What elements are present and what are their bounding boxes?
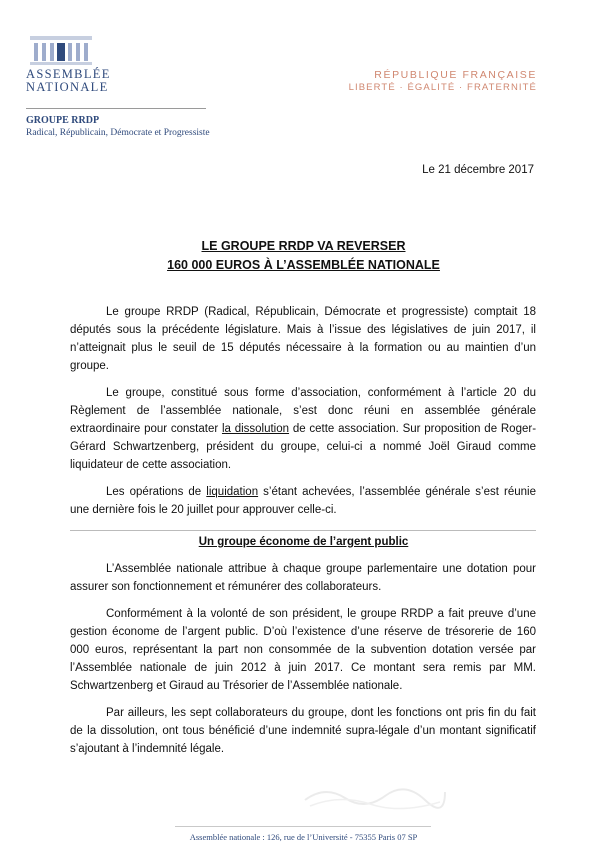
title-line1: LE GROUPE RRDP VA REVERSER [201,239,406,253]
faint-watermark [300,780,450,812]
section-divider [70,530,536,531]
group-full-name: Radical, Républicain, Démocrate et Progressiste [26,128,210,138]
group-identity [26,115,210,139]
document-date: Le 21 décembre 2017 [422,164,534,176]
section-heading: Un groupe économe de l’argent public [198,536,409,548]
hemicycle-icon [26,32,96,68]
republic-mark [349,68,537,94]
paragraph-1: Le groupe RRDP (Radical, Républicain, Démocrate et progressiste) comptait 18 députés sous la précédente législature. Mais à l’issue des législatives de juin 2017, il n’atteignait plus le seuil de 15 députés nécessaire à la formation ou au maintien d’un groupe. [70,306,536,372]
paragraph-4: L’Assemblée nationale attribue à chaque groupe parlementaire une dotation pour assurer son fonctionnement et rémunérer des collaborateurs. [70,563,536,593]
paragraph-6: Par ailleurs, les sept collaborateurs du groupe, dont les fonctions ont pris fin du fait de la dissolution, ont tous bénéficié d’une indemnité supra-légale d’un montant significatif s’ajoutant à l’indemnité légale. [70,707,536,755]
republic-motto: LIBERTÉ · ÉGALITÉ · FRATERNITÉ [348,82,537,93]
logo-text-line2: NATIONALE [26,80,109,94]
paragraph-2-text-b: de cette association. Sur proposition de Roger-Gérard Schwartzenberg, président du groupe, celui-ci a nommé Joël Giraud comme liquidateur de cette association. [70,423,537,471]
section-body [70,560,536,767]
footer-divider [175,826,431,827]
document-title [70,237,537,275]
footer-address: Assemblée nationale : 126, rue de l’Université - 75355 Paris 07 SP [189,832,418,842]
liquidation-link[interactable]: liquidation [206,486,259,498]
title-line2: 160 000 EUROS À L’ASSEMBLÉE NATIONALE [167,258,440,272]
group-name: GROUPE RRDP [26,115,100,126]
dissolution-link[interactable]: la dissolution [221,423,290,435]
paragraph-3-text-a: Les opérations de [106,486,207,498]
republic-title: RÉPUBLIQUE FRANÇAISE [374,69,537,81]
header-divider [26,108,206,109]
paragraph-5: Conformément à la volonté de son président, le groupe RRDP a fait preuve d’une gestion économe de l’argent public. D’où l’existence d’une réserve de trésorerie de 160 000 euros, représentant la part non consommée de la subvention dotation versée par l’Assemblée nationale de juin 2012 à juin 2017. Ce montant sera remis par MM. Schwartzenberg et Giraud au Trésorier de l’Assemblée nationale. [70,608,536,692]
intro-body [70,303,536,528]
logo-text-line1: ASSEMBLÉE [26,67,111,81]
assemblee-nationale-logo [26,32,146,94]
paragraph-3 [70,483,536,519]
paragraph-3-text-b: s’étant achevées, l’assemblée générale s’est réunie une dernière fois le 20 juillet pour approuver celle-ci. [70,486,536,516]
paragraph-2 [70,384,536,474]
paragraph-2-text-a: Le groupe, constitué sous forme d’association, conformément à l’article 20 du Règlement de l’assemblée nationale, s’est donc réuni en assemblée générale extraordinaire pour constater [70,387,536,435]
